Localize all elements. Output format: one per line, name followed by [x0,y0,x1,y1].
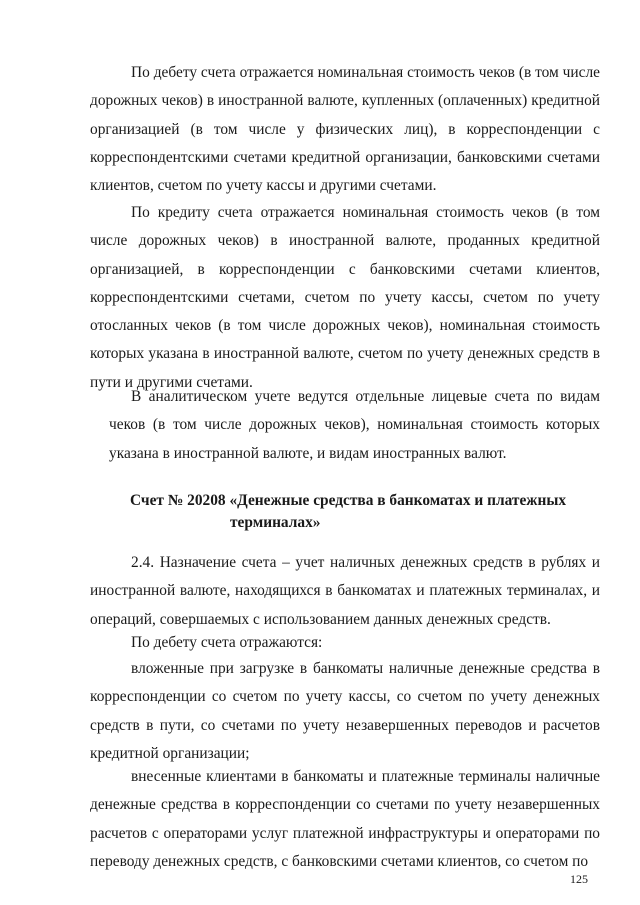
paragraph-credit: По кредиту счета отражается номинальная стоимость чеков (в том числе дорожных чеков) в иностранной валюте, проданных кредитной организацией, в корреспонденции с банковскими счетами клиентов, корреспондентскими счетами, счетом по учету кассы, счетом по учету отосланных чеков (в том числе дорожных чеков), номинальная стоимость которых указана в иностранной валюте, счетом по учету денежных средств в пути и другими счетами. [90,204,600,391]
paragraph-deposited-cash: внесенные клиентами в банкоматы и платежные терминалы наличные денежные средства в корреспонденции со счетами по учету незавершенных расчетов с операторами услуг платежной инфраструктуры и операторами по переводу денежных средств, с банковскими счетами клиентов, со счетом по [90,768,600,870]
paragraph-loaded-cash: вложенные при загрузке в банкоматы наличные денежные средства в корреспонденции со счетом по учету кассы, со счетом по учету денежных средств в пути, со счетами по учету незавершенных переводов и расчетов кредитной организации; [90,660,600,762]
section-heading-line2: терминалах» [230,514,321,531]
page-number: 125 [570,872,588,886]
paragraph-purpose: 2.4. Назначение счета – учет наличных денежных средств в рублях и иностранной валюте, находящихся в банкоматах и платежных терминалах, и операций, совершаемых с использованием данных денежных средств. [90,554,600,628]
section-heading-line1: Счет № 20208 «Денежные средства в банкоматах и платежных [130,492,567,509]
paragraph-debit: По дебету счета отражается номинальная стоимость чеков (в том числе дорожных чеков) в иностранной валюте, купленных (оплаченных) кредитной организацией (в том числе у физических лиц), в корреспонденции с корреспондентскими счетами кредитной организации, банковскими счетами клиентов, счетом по учету кассы и другими счетами. [90,64,600,195]
section-heading [130,490,570,534]
paragraph-debit-intro: По дебету счета отражаются: [131,634,323,651]
paragraph-analytics: В аналитическом учете ведутся отдельные лицевые счета по видам чеков (в том числе дорожных чеков), номинальная стоимость которых указана в иностранной валюте, и видам иностранных валют. [109,388,600,462]
